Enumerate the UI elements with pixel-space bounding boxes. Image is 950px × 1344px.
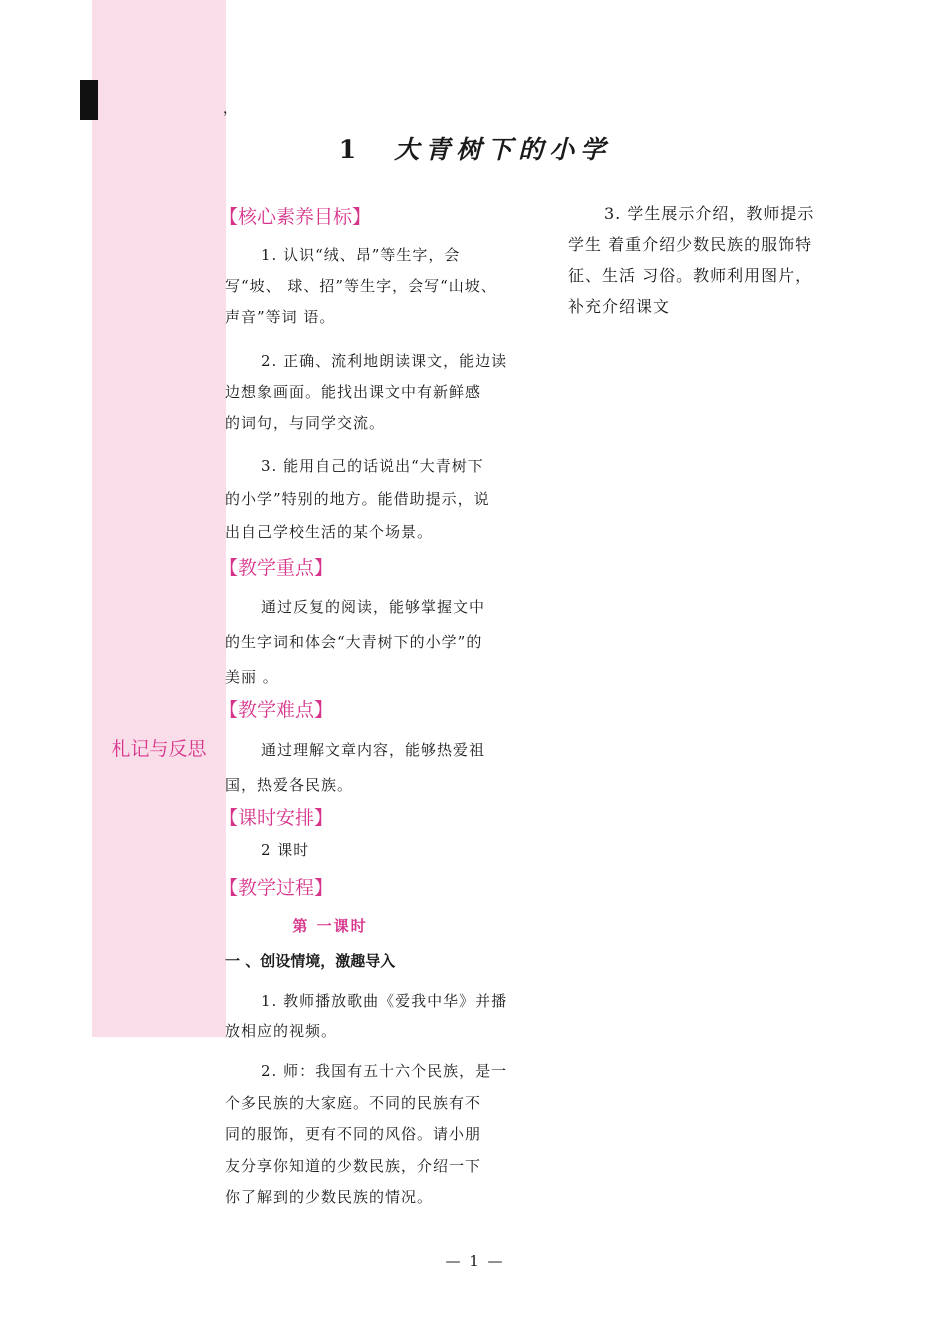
difficulty-heading: 【教学难点】 xyxy=(219,699,334,721)
corner-mark: ， xyxy=(223,101,237,117)
text-line: 放相应的视频。 xyxy=(225,1022,338,1040)
lesson-period-title: 第 一课时 xyxy=(292,917,368,935)
text-line: 美丽 。 xyxy=(225,668,279,686)
text-line: 1. 认识“绒、昂”等生字，会 xyxy=(261,246,461,264)
text-line: 声音”等词 语。 xyxy=(225,308,336,326)
text-line: 2. 师：我国有五十六个民族，是一 xyxy=(261,1062,508,1080)
text-line: 边想象画面。能找出课文中有新鲜感 xyxy=(225,383,482,401)
goals-heading: 【核心素养目标】 xyxy=(219,206,372,228)
right-column-text xyxy=(568,198,858,322)
text-line: 友分享你知道的少数民族，介绍一下 xyxy=(225,1156,482,1175)
text-line: 3. 能用自己的话说出“大青树下 xyxy=(261,457,484,475)
text-line: 1. 教师播放歌曲《爱我中华》并播 xyxy=(261,992,508,1010)
corner-glyph xyxy=(80,80,98,120)
text-line: 3. 学生展示介绍，教师提示 xyxy=(604,204,815,223)
text-line: 的生字词和体会“大青树下的小学”的 xyxy=(225,633,483,651)
part-one-step-1 xyxy=(225,986,537,1046)
goal-3 xyxy=(225,450,537,549)
text-line: 个多民族的大家庭。不同的民族有不 xyxy=(225,1093,482,1112)
text-line: 出自己学校生活的某个场景。 xyxy=(225,523,434,541)
text-line: 同的服饰，更有不同的风俗。请小朋 xyxy=(225,1125,482,1143)
text-line: 写“坡、 球、招”等生字，会写“山坡、 xyxy=(225,277,497,295)
goal-1 xyxy=(225,240,537,333)
part-one-step-2 xyxy=(225,1056,537,1214)
text-line: 的词句，与同学交流。 xyxy=(225,414,386,432)
process-heading: 【教学过程】 xyxy=(219,877,334,899)
sidebar-label: 札记与反思 xyxy=(111,738,207,760)
text-line: 2. 正确、流利地朗读课文，能边读 xyxy=(261,352,508,370)
page-number: — 1 — xyxy=(445,1252,505,1270)
text-line: 学生 着重介绍少数民族的服饰特 xyxy=(568,235,813,254)
text-line: 征、生活 习俗。教师利用图片， xyxy=(568,266,813,285)
lesson-title-text: 大青树下的小学 xyxy=(394,135,612,164)
text-line: 国，热爱各民族。 xyxy=(225,776,354,794)
lesson-title xyxy=(0,130,950,166)
text-line: 补充介绍课文 xyxy=(568,297,671,316)
difficulty-text xyxy=(225,733,537,803)
lesson-number: 1 xyxy=(338,135,359,164)
text-line: 你了解到的少数民族的情况。 xyxy=(225,1188,434,1206)
schedule-heading: 【课时安排】 xyxy=(219,807,334,829)
text-line: 通过理解文章内容，能够热爱祖 xyxy=(261,741,486,759)
goal-2 xyxy=(225,346,537,439)
focus-text xyxy=(225,590,537,695)
focus-heading: 【教学重点】 xyxy=(219,557,334,579)
text-line: 通过反复的阅读，能够掌握文中 xyxy=(261,598,486,616)
text-line: 的小学”特别的地方。能借助提示，说 xyxy=(225,490,490,508)
part-one-title: 一 、创设情境，激趣导入 xyxy=(225,952,396,970)
schedule-text: 2 课时 xyxy=(261,841,310,859)
